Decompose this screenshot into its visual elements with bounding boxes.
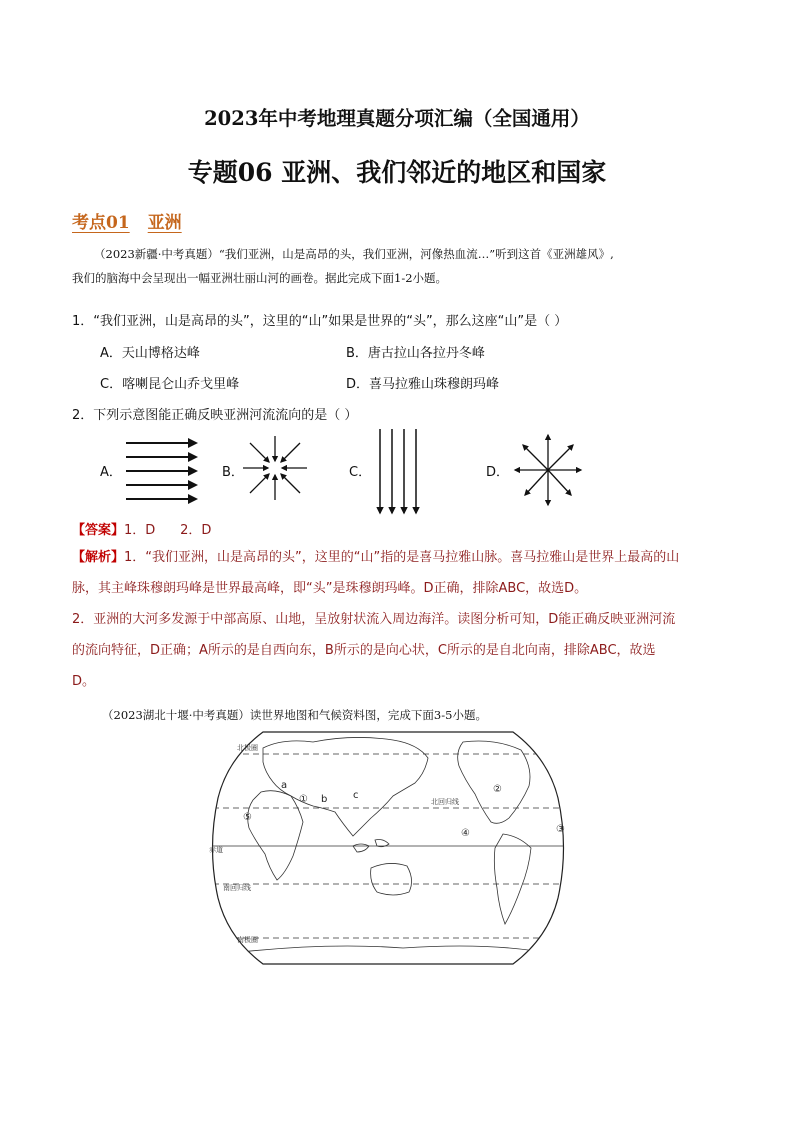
equator-label: 赤道 (209, 846, 223, 854)
answer-tag: 【答案】 (72, 523, 125, 538)
q1-option-c: C．喀喇昆仑山乔戈里峰 (100, 377, 240, 392)
analysis-block (72, 542, 728, 697)
answer-line (72, 519, 211, 538)
arctic-circle-label: 北极圈 (237, 744, 258, 752)
analysis-tag: 【解析】 (72, 550, 125, 565)
document-subtitle: 专题06 亚洲、我们邻近的地区和国家 (187, 158, 607, 187)
analysis-line: 的流向特征，D正确；A所示的是自西向东，B所示的是向心状，C所示的是自北向南，排除ABC，故选 (72, 643, 656, 658)
q2-option-c-label: C． (349, 465, 372, 480)
analysis-line: 脉，其主峰珠穆朗玛峰是世界最高峰，即“头”是珠穆朗玛峰。D正确，排除ABC，故选D。 (72, 581, 588, 596)
analysis-line: 【解析】1．“我们亚洲，山是高昂的头”，这里的“山”指的是喜马拉雅山脉。喜马拉雅山是世界上最高的山 (72, 550, 680, 565)
analysis-line: 2．亚洲的大河多发源于中部高原、山地，呈放射状流入周边海洋。读图分析可知，D能正确反映亚洲河流 (72, 612, 676, 627)
diagram-d-radial-arrows (513, 432, 583, 508)
map-frame (213, 732, 564, 964)
analysis-line: D。 (72, 674, 96, 689)
section-label: 考点01 (72, 213, 130, 233)
q2-option-a-label: A． (100, 465, 122, 480)
section-name: 亚洲 (147, 213, 182, 233)
intro-line: 我们的脑海中会呈现出一幅亚洲壮丽山河的画卷。据此完成下面1-2小题。 (72, 271, 448, 285)
q2-option-d-label: D． (486, 465, 510, 480)
map-marker-c: c (353, 790, 359, 801)
section-heading (72, 208, 182, 233)
tropic-of-cancer-label: 北回归线 (431, 798, 459, 806)
diagram-b-centripetal-arrows (240, 433, 310, 503)
map-marker-2: ② (493, 784, 502, 795)
question-intro-1 (72, 242, 728, 290)
map-marker-a: a (281, 780, 288, 791)
map-marker-b: b (321, 794, 328, 805)
map-marker-5: ⑤ (243, 812, 252, 823)
answer-text: 1．D 2．D (124, 523, 212, 538)
question-1-stem: 1．“我们亚洲，山是高昂的头”，这里的“山”如果是世界的“头”，那么这座“山”是（ ） (72, 314, 568, 329)
map-marker-1: ① (299, 794, 308, 805)
q2-option-b-label: B． (222, 465, 244, 480)
world-map (203, 728, 573, 968)
diagram-a-parallel-east-arrows (122, 437, 202, 507)
map-marker-3: ③ (556, 824, 565, 835)
antarctic-circle-label: 南极圈 (237, 936, 258, 944)
question-2-stem: 2．下列示意图能正确反映亚洲河流流向的是（ ） (72, 408, 358, 423)
document-title: 2023年中考地理真题分项汇编（全国通用） (204, 107, 590, 130)
intro-line: （2023新疆·中考真题）“我们亚洲，山是高昂的头，我们亚洲，河像热血流…”听到这首《亚洲雄风》, (94, 247, 614, 261)
question-intro-2: （2023湖北十堰·中考真题）读世界地图和气候资料图，完成下面3-5小题。 (102, 708, 487, 722)
tropic-of-capricorn-label: 南回归线 (223, 884, 251, 892)
q1-option-d: D．喜马拉雅山珠穆朗玛峰 (346, 377, 500, 392)
map-marker-4: ④ (461, 828, 470, 839)
diagram-c-south-arrows (370, 427, 430, 517)
q1-option-b: B．唐古拉山各拉丹冬峰 (346, 346, 485, 361)
q1-option-a: A．天山博格达峰 (100, 346, 200, 361)
